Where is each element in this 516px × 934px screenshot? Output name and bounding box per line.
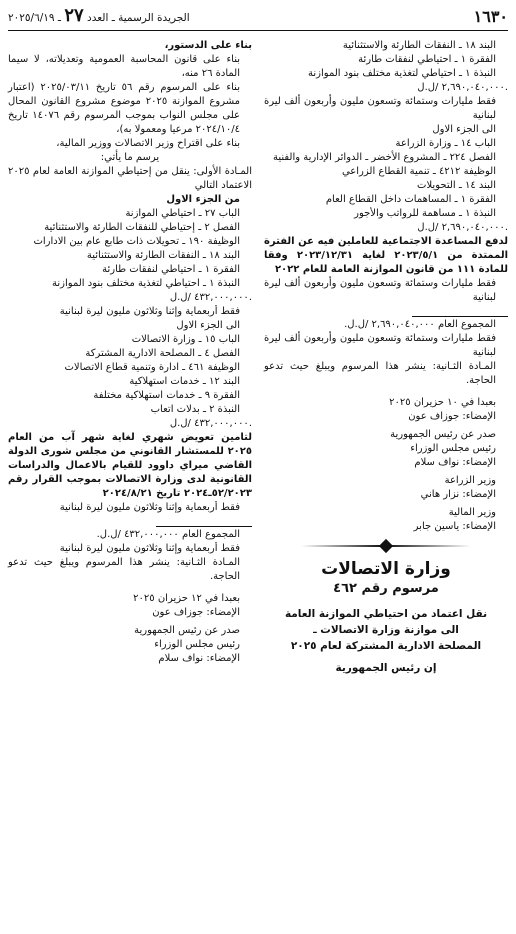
- issue-date: ـ ٢٠٢٥/٦/١٩: [8, 12, 61, 24]
- text-line: المـادة الأولى: ينقل من إحتياطي الموازنة العامة لعام ٢٠٢٥ الاعتماد التالي: [8, 166, 252, 191]
- text-line: الإمضاء: جوزاف عون: [152, 607, 240, 618]
- president-line: إن رئيس الجمهورية: [335, 662, 437, 674]
- text-line: الى الجزء الاول: [176, 320, 240, 331]
- section-ornament: [301, 540, 471, 552]
- gazette-name: الجريدة الرسمية ـ العدد: [87, 12, 190, 24]
- text-line: الإمضاء: جوزاف عون: [408, 411, 496, 422]
- text-line: الفصل ٢ ـ إحتياطي للنفقات الطارئة والاستثنائية: [44, 222, 240, 233]
- spacer: [8, 584, 252, 592]
- text-line: المـادة الثـانية: ينشر هذا المرسوم ويبلغ حيث تدعو الحاجة.: [264, 361, 496, 386]
- spacer: [412, 316, 508, 317]
- text-line: النبذة ١ ـ احتياطي لتغذية مختلف بنود الموازنة: [52, 278, 240, 289]
- text-line: لدفع المساعدة الاجتماعية للعاملين فيه عن الفترة الممتدة من ٢٠٢٣/٥/١ لغاية ٢٠٢٣/١٢/٣١ وفقا للمادة ١١١ من قانون الموازنة العامة للعام ٢٠٢٢: [264, 236, 508, 275]
- spacer: [8, 515, 252, 523]
- text-line: الفقرة ١ ـ احتياطي لنفقات طارئة: [358, 54, 496, 65]
- text-line: فقط أربعماية وإثنا وثلاثون مليون ليرة لبنانية: [59, 306, 240, 317]
- text-line: بعبدا في ١٠ حزيران ٢٠٢٥: [389, 397, 496, 408]
- spacer: [264, 305, 508, 313]
- header-title: [8, 5, 190, 26]
- text-line: الوظيفة ٤٦١ ـ ادارة وتنمية قطاع الاتصالات: [64, 362, 240, 373]
- text-line: المجموع العام ٤٣٢,٠٠٠,٠٠٠ /ل.ل.: [96, 529, 240, 540]
- spacer: [264, 388, 508, 396]
- text-line: لتامين تعويض شهري لغاية شهر آب من العام ٢٠٢٥ للمستشار القانوني من مجلس شورى الدولة القاضي ميراي داوود للقيام بالاعمال والدراسات القانونية لدى وزارة الاتصالات بموجب القرار رقم ٥٢/٢٠٢٣ـ٢٠٢٤ تاريخ ٢٠٢٤/٨/٢١: [8, 432, 252, 499]
- text-line: صدر عن رئيس الجمهورية: [390, 429, 496, 440]
- issue-number: ٢٧: [64, 5, 84, 26]
- text-line: الوظيفة ٤٢١٢ ـ تنمية القطاع الزراعي: [341, 166, 496, 177]
- text-line: البند ١٨ ـ النفقات الطارئة والاستثنائية: [86, 250, 240, 261]
- text-line: النبذة ٢ ـ بدلات اتعاب: [150, 404, 240, 415]
- spacer: [156, 526, 252, 527]
- text-line: الإمضاء: ياسين جابر: [413, 521, 496, 532]
- text-line: المـادة الثـانية: ينشر هذا المرسوم ويبلغ حيث تدعو الحاجة.: [8, 557, 240, 582]
- text-line: البند ١٨ ـ النفقات الطارئة والاستثنائية: [342, 40, 496, 51]
- decree-subject-line: المصلحة الادارية المشتركة لعام ٢٠٢٥: [290, 640, 482, 652]
- page-number: ١٦٣٠: [473, 7, 508, 26]
- text-line: الباب ١٥ ـ وزارة الاتصالات: [131, 334, 240, 345]
- text-line: الإمضاء: نواف سلام: [414, 457, 496, 468]
- decree-subject-line: نقل اعتماد من احتياطي الموازنة العامة: [284, 608, 488, 620]
- text-line: من الجزء الاول: [166, 194, 240, 205]
- text-line: الإمضاء: نواف سلام: [158, 653, 240, 664]
- text-line: رئيس مجلس الوزراء: [154, 639, 240, 650]
- text-line: الفقرة ١ ـ المساهمات داخل القطاع العام: [325, 194, 496, 205]
- text-line: الباب ٢٧ ـ احتياطي الموازنة: [125, 208, 240, 219]
- two-columns: [8, 39, 508, 676]
- left-column: [8, 39, 252, 676]
- text-line: ٤٣٢,٠٠٠,٠٠٠ /ل.ل.: [169, 292, 252, 303]
- decree-number: مرسوم رقم ٤٦٢: [333, 581, 439, 596]
- text-line: الفصل ٢٢٤ ـ المشروع الأخضر ـ الدوائر الإدارية والفنية: [272, 152, 496, 163]
- text-line: النبذة ١ ـ احتياطي لتغذية مختلف بنود الموازنة: [308, 68, 496, 79]
- right-column-text: [264, 39, 508, 534]
- text-line: فقط أربعماية وإثنا وثلاثون مليون ليرة لبنانية: [59, 543, 240, 554]
- text-line: فقط مليارات وستمائة وتسعون مليون وأربعون ألف ليرة لبنانية: [264, 278, 496, 303]
- ministry-title: وزارة الاتصالات: [321, 559, 451, 579]
- text-line: الى الجزء الاول: [432, 124, 496, 135]
- column-gutter: [252, 39, 264, 676]
- text-line: يرسم ما يأتي:: [100, 152, 160, 163]
- text-line: فقط مليارات وستمائة وتسعون مليون وأربعون ألف ليرة لبنانية: [264, 333, 496, 358]
- text-line: الباب ١٤ ـ وزارة الزراعة: [395, 138, 496, 149]
- text-line: النبذة ١ ـ مساهمة للرواتب والأجور: [354, 208, 496, 219]
- text-line: بعبدا في ١٢ حزيران ٢٠٢٥: [133, 593, 240, 604]
- text-line: ٢,٦٩٠,٠٤٠,٠٠٠ /ل.ل.: [417, 82, 508, 93]
- decree-subject: [264, 606, 508, 654]
- text-line: الإمضاء: نزار هاني: [420, 489, 496, 500]
- text-line: الفقرة ٩ ـ خدمات استهلاكية مختلفة: [93, 390, 240, 401]
- text-line: المجموع العام ٢,٦٩٠,٠٤٠,٠٠٠ /ل.ل.: [344, 319, 496, 330]
- text-line: فقط أربعماية وإثنا وثلاثون مليون ليرة لبنانية: [59, 502, 240, 513]
- text-line: بناء على الدستور،: [164, 40, 252, 51]
- right-column: [264, 39, 508, 676]
- page-header: [8, 6, 508, 31]
- text-line: صدر عن رئيس الجمهورية: [134, 625, 240, 636]
- text-line: ٢,٦٩٠,٠٤٠,٠٠٠ /ل.ل.: [417, 222, 508, 233]
- text-line: الفقرة ١ ـ احتياطي لنفقات طارئة: [102, 264, 240, 275]
- text-line: ٤٣٢,٠٠٠,٠٠٠ /ل.ل.: [169, 418, 252, 429]
- text-line: رئيس مجلس الوزراء: [410, 443, 496, 454]
- text-line: بناء على قانون المحاسبة العمومية وتعديلاته، لا سيما المادة ٢٦ منه،: [8, 54, 240, 79]
- text-line: فقط مليارات وستمائة وتسعون مليون وأربعون ألف ليرة لبنانية: [264, 96, 496, 121]
- text-line: وزير الزراعة: [444, 475, 496, 486]
- text-line: بناء على المرسوم رقم ٥٦ تاريخ ٢٠٢٥/٠٣/١١ (اعتبار مشروع الموازنة ٢٠٢٥ موضوع مشروع القانون المحال على مجلس النواب بموجب المرسوم رقم ١٤٠٧٦ تاريخ ٢٠٢٤/١٠/٤ مرعيا ومعمولا به)،: [8, 82, 241, 135]
- text-line: الوظيفة ١٩٠ ـ تحويلات ذات طابع عام بين الادارات: [33, 236, 240, 247]
- text-line: البند ١٢ ـ خدمات استهلاكية: [129, 376, 240, 387]
- text-line: بناء على اقتراح وزير الاتصالات ووزير المالية،: [56, 138, 240, 149]
- text-line: وزير المالية: [448, 507, 496, 518]
- text-line: الفصل ٤ ـ المصلحة الادارية المشتركة: [85, 348, 240, 359]
- text-line: البند ١٤ ـ التحويلات: [417, 180, 496, 191]
- left-column-text: [8, 39, 252, 666]
- decree-subject-line: الى موازنة وزارة الاتصالات ـ: [313, 624, 459, 636]
